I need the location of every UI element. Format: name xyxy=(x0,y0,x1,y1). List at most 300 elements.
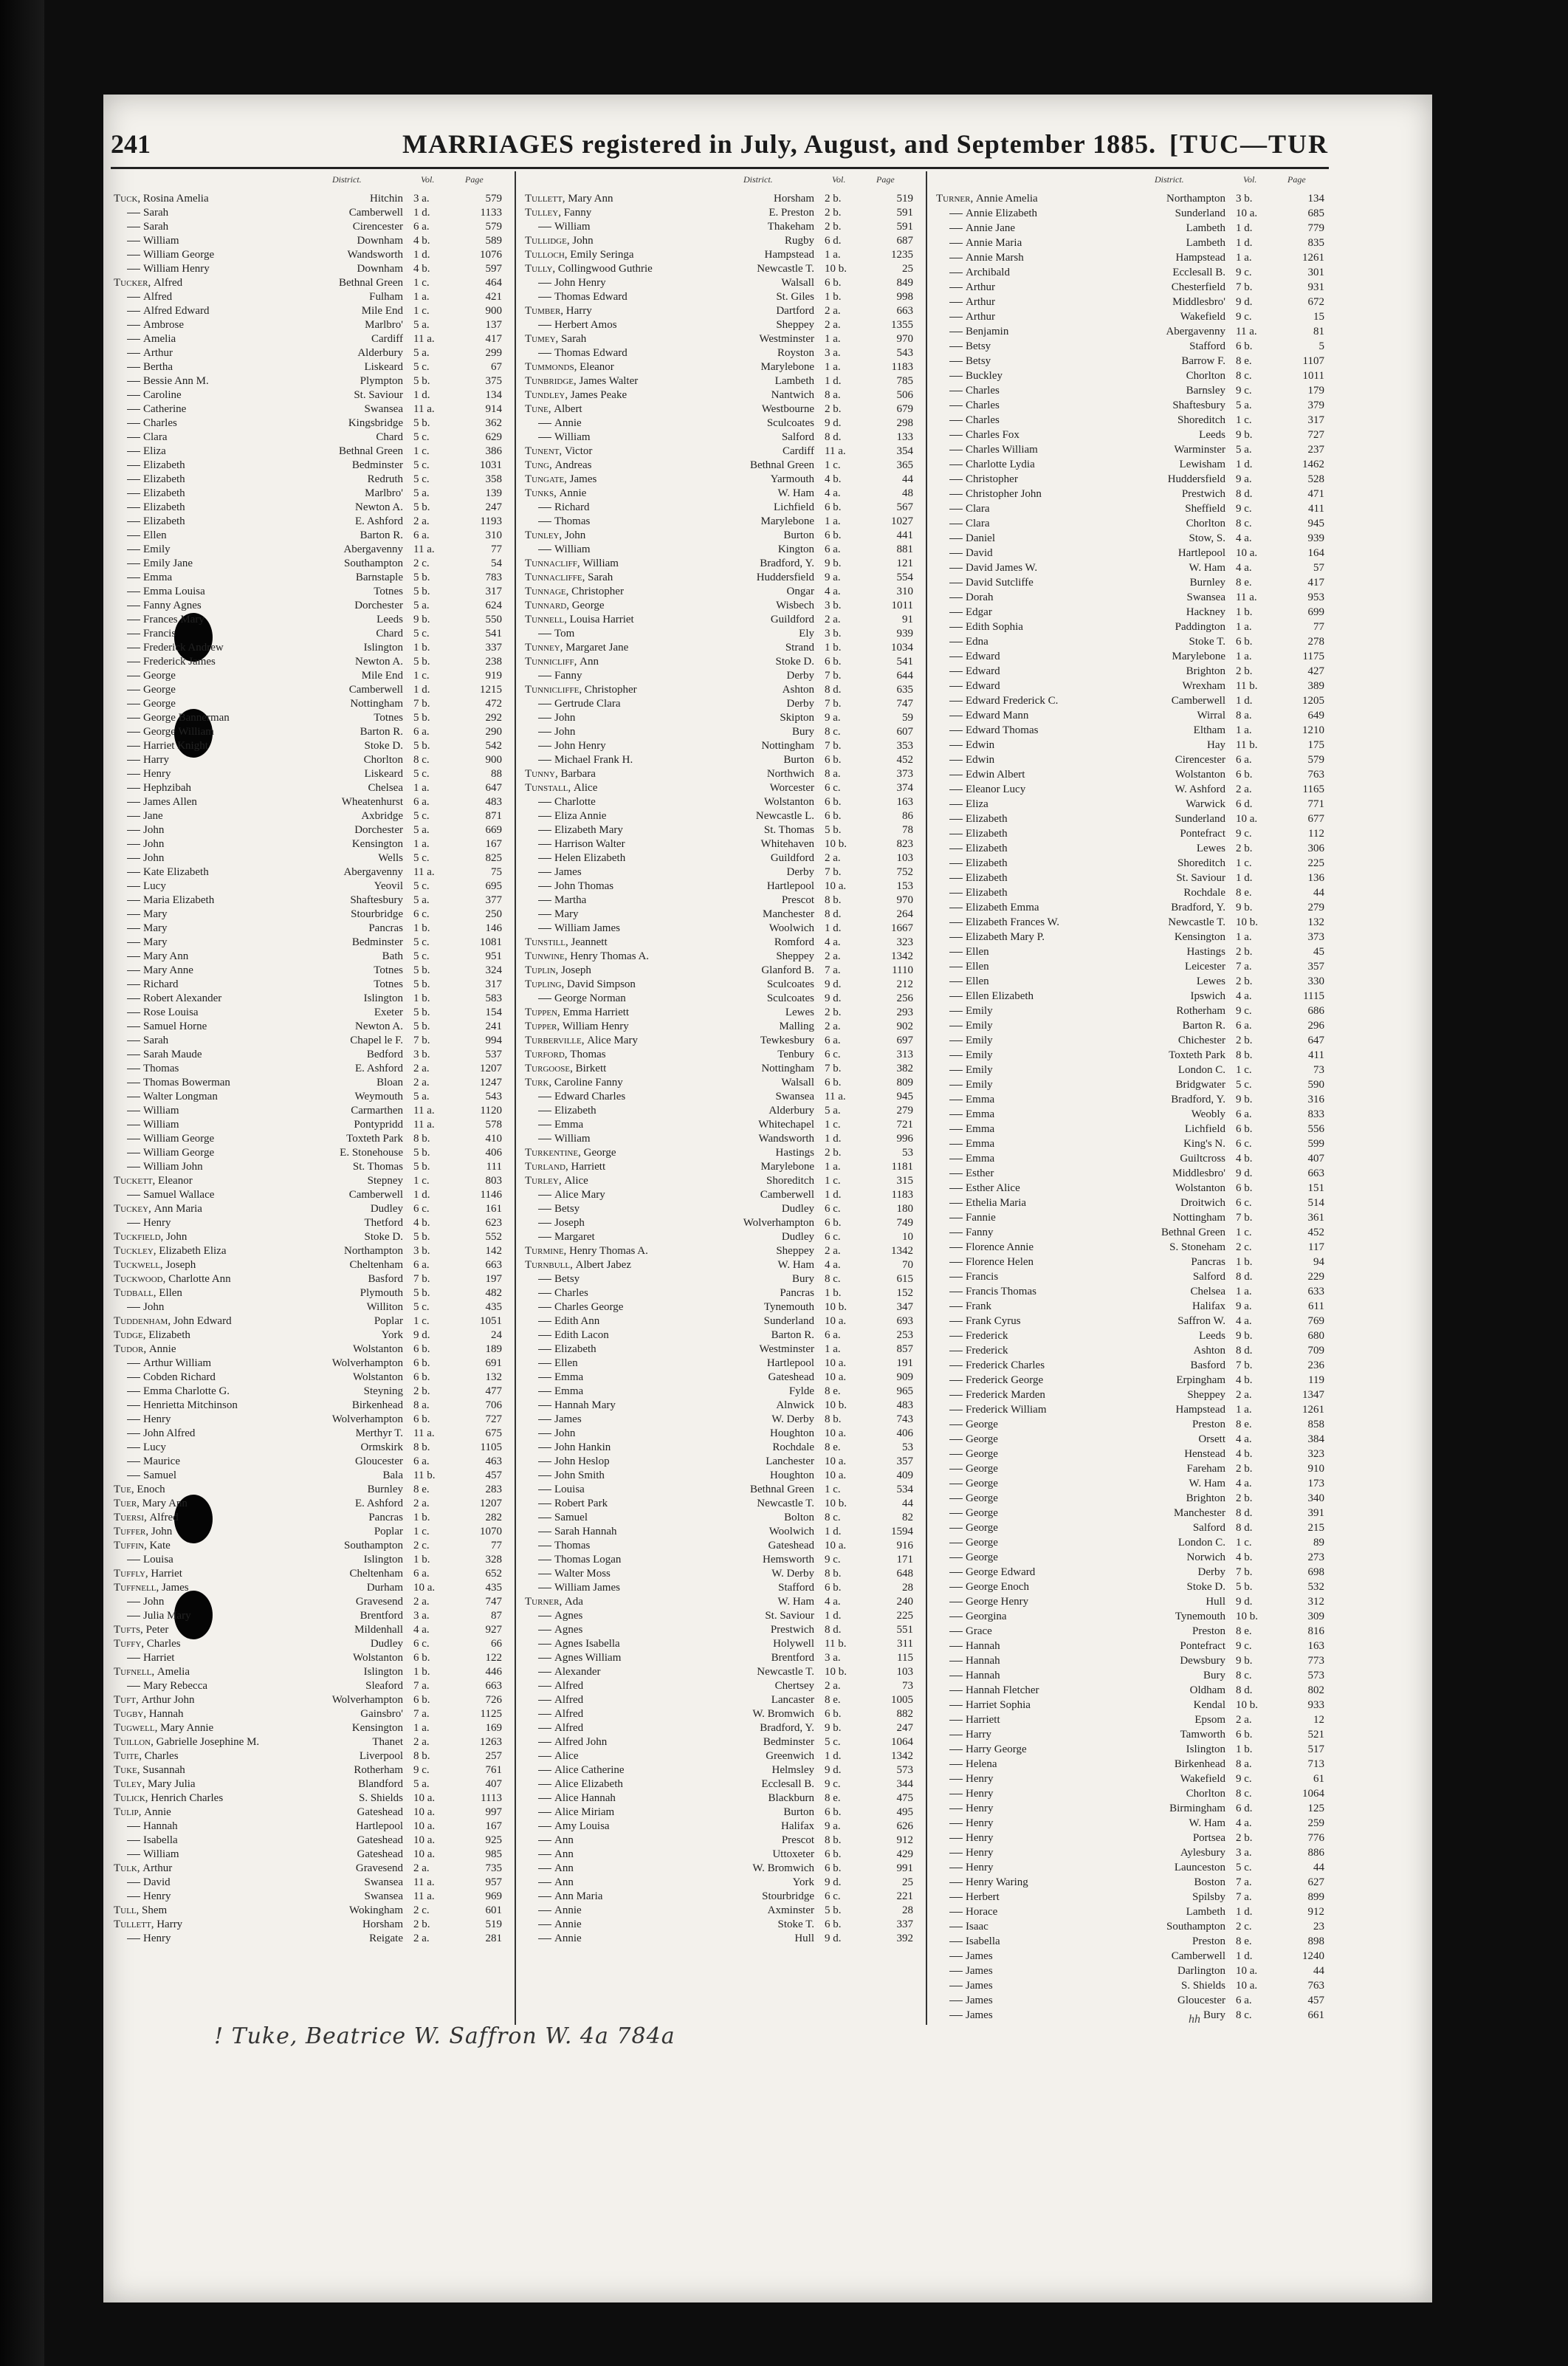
entry-volume: 5 c. xyxy=(413,936,430,948)
register-entry xyxy=(522,1436,918,1453)
entry-surname: Tupling, xyxy=(525,978,567,990)
entry-district: Swansea xyxy=(1186,592,1225,603)
entry-given-name: Samuel Wallace xyxy=(143,1189,215,1201)
register-entry xyxy=(111,1549,506,1566)
entry-given-name: Birkett xyxy=(575,1063,607,1074)
entry-page: 446 xyxy=(485,1666,502,1678)
entry-given-name: Mary Ann xyxy=(142,1498,188,1509)
entry-given-name: Amy Louisa xyxy=(554,1820,610,1832)
entry-page: 189 xyxy=(485,1343,502,1355)
entry-volume: 5 b. xyxy=(413,501,430,513)
register-entry xyxy=(522,1029,918,1046)
entry-page: 578 xyxy=(485,1119,502,1131)
entry-volume: 2 a. xyxy=(1236,1389,1252,1401)
entry-page: 310 xyxy=(896,586,913,597)
entry-given-name: Margaret xyxy=(554,1231,595,1243)
entry-volume: 9 c. xyxy=(825,1778,841,1790)
entry-given-name: Elizabeth xyxy=(143,515,185,527)
entry-volume: 6 c. xyxy=(413,1638,430,1650)
entry-page: 1342 xyxy=(891,1245,913,1257)
ditto-dash xyxy=(538,1461,551,1462)
entry-given-name: Alfred xyxy=(143,291,173,303)
entry-district: Kendal xyxy=(1193,1699,1225,1711)
entry-volume: 2 a. xyxy=(413,1063,430,1074)
entry-page: 373 xyxy=(896,768,913,780)
entry-surname: Turford, xyxy=(525,1049,571,1060)
entry-page: 225 xyxy=(896,1610,913,1622)
entry-surname: Tuffer, xyxy=(114,1526,151,1537)
ditto-dash xyxy=(949,287,963,288)
entry-page: 247 xyxy=(485,501,502,513)
entry-page: 672 xyxy=(1307,296,1324,308)
entry-district: Birkenhead xyxy=(351,1399,403,1411)
entry-volume: 11 a. xyxy=(413,1890,435,1902)
register-entry xyxy=(933,1709,1329,1724)
register-entry xyxy=(522,1577,918,1594)
entry-district: Burton xyxy=(783,529,814,541)
entry-given-name: Hannah xyxy=(966,1640,1000,1652)
register-entry xyxy=(933,320,1329,335)
entry-given-name: Mary Rebecca xyxy=(143,1680,208,1692)
entry-district: Totnes xyxy=(374,712,403,724)
entry-district: Tewkesbury xyxy=(760,1035,814,1046)
register-entry xyxy=(111,552,506,569)
entry-district: Stoke T. xyxy=(777,1918,814,1930)
entry-page: 783 xyxy=(485,572,502,583)
entry-page: 1005 xyxy=(891,1694,913,1706)
entry-volume: 6 b. xyxy=(1236,636,1253,648)
ditto-dash xyxy=(538,297,551,298)
entry-page: 337 xyxy=(485,642,502,654)
entry-volume: 5 b. xyxy=(413,1007,430,1018)
entry-district: Tynemouth xyxy=(763,1301,814,1313)
entry-page: 1240 xyxy=(1302,1950,1324,1962)
register-entry xyxy=(522,1717,918,1734)
entry-district: W. Ham xyxy=(777,487,814,499)
entry-district: Wolstanton xyxy=(353,1343,403,1355)
register-entry xyxy=(933,1428,1329,1443)
entry-district: Stoke D. xyxy=(364,1231,403,1243)
entry-page: 1011 xyxy=(891,600,913,611)
entry-volume: 6 c. xyxy=(825,782,841,794)
entry-page: 991 xyxy=(896,1862,913,1874)
entry-given-name: Ellen xyxy=(159,1287,182,1299)
entry-district: Islington xyxy=(363,1666,403,1678)
entry-given-name: John xyxy=(554,726,576,738)
entry-volume: 9 c. xyxy=(825,1554,841,1566)
entry-page: 477 xyxy=(485,1385,502,1397)
entry-page: 290 xyxy=(485,726,502,738)
entry-volume: 6 b. xyxy=(1236,769,1253,781)
entry-volume: 8 c. xyxy=(825,726,841,738)
column-header xyxy=(111,171,506,188)
register-entry xyxy=(522,987,918,1004)
entry-given-name: Albert Jabez xyxy=(575,1259,631,1271)
entry-district: Bethnal Green xyxy=(1160,1227,1225,1238)
entry-district: Greenwich xyxy=(766,1750,814,1762)
entry-volume: 11 a. xyxy=(825,445,846,457)
entry-given-name: Edwin xyxy=(966,754,995,766)
entry-given-name: Emma xyxy=(554,1385,584,1397)
entry-district: Chesterfield xyxy=(1171,281,1225,293)
entry-district: Marylebone xyxy=(760,515,814,527)
entry-surname: Tuffnell, xyxy=(114,1582,162,1594)
register-entry xyxy=(111,1156,506,1173)
entry-page: 54 xyxy=(491,558,502,569)
ditto-dash xyxy=(538,1882,551,1883)
entry-given-name: William James xyxy=(554,1582,620,1594)
entry-volume: 5 b. xyxy=(413,964,430,976)
entry-given-name: Elizabeth xyxy=(966,843,1008,854)
entry-volume: 2 b. xyxy=(1236,1832,1253,1844)
entry-page: 931 xyxy=(1307,281,1324,293)
register-entry xyxy=(111,1843,506,1860)
entry-given-name: William xyxy=(143,1105,179,1117)
entry-given-name: Henry xyxy=(966,1773,994,1785)
entry-district: Rochdale xyxy=(772,1441,814,1453)
register-entry xyxy=(111,805,506,822)
register-entry xyxy=(111,412,506,429)
entry-page: 344 xyxy=(896,1778,913,1790)
register-entry xyxy=(933,202,1329,217)
entry-given-name: Elizabeth xyxy=(554,1343,596,1355)
register-entry xyxy=(933,1856,1329,1871)
entry-volume: 1 a. xyxy=(413,291,430,303)
entry-given-name: Hannah xyxy=(143,1820,178,1832)
entry-given-name: Harry xyxy=(143,754,169,766)
ditto-dash xyxy=(949,1912,963,1913)
entry-volume: 2 c. xyxy=(413,1540,430,1551)
entry-volume: 2 a. xyxy=(413,1933,430,1944)
entry-given-name: Helena xyxy=(966,1758,997,1770)
register-entry xyxy=(933,1103,1329,1118)
entry-page: 139 xyxy=(485,487,502,499)
ditto-dash xyxy=(127,1391,140,1392)
entry-volume: 6 b. xyxy=(825,1582,842,1594)
entry-given-name: Elizabeth Mary P. xyxy=(966,931,1045,943)
entry-district: Gravesend xyxy=(355,1862,403,1874)
register-entry xyxy=(522,1100,918,1117)
entry-given-name: Charles xyxy=(554,1287,588,1299)
ditto-dash xyxy=(949,1055,963,1056)
ditto-dash xyxy=(949,627,963,628)
entry-page: 313 xyxy=(896,1049,913,1060)
register-entry xyxy=(111,1240,506,1257)
entry-given-name: Rosina Amelia xyxy=(142,193,209,205)
entry-district: Stoke D. xyxy=(1186,1581,1225,1593)
register-entry xyxy=(111,370,506,387)
entry-volume: 1 a. xyxy=(413,838,430,850)
entry-district: Pontypridd xyxy=(354,1119,403,1131)
ditto-dash xyxy=(538,816,551,817)
entry-volume: 5 b. xyxy=(413,572,430,583)
entry-page: 61 xyxy=(1313,1773,1324,1785)
entry-district: Newcastle T. xyxy=(757,263,814,275)
entry-volume: 2 a. xyxy=(825,1021,841,1032)
entry-given-name: Annie xyxy=(559,487,587,499)
entry-given-name: Elizabeth Eliza xyxy=(159,1245,227,1257)
entry-page: 542 xyxy=(485,740,502,752)
entry-district: Guildford xyxy=(770,614,814,625)
entry-given-name: Henry xyxy=(966,1788,994,1800)
ditto-dash xyxy=(127,269,140,270)
entry-district: Aylesbury xyxy=(1180,1847,1225,1859)
entry-page: 57 xyxy=(1313,562,1324,574)
entry-page: 310 xyxy=(485,529,502,541)
ditto-dash xyxy=(949,420,963,421)
register-entry xyxy=(111,1759,506,1776)
entry-volume: 2 b. xyxy=(1236,946,1253,958)
ditto-dash xyxy=(538,844,551,845)
entry-given-name: Hannah xyxy=(966,1670,1000,1681)
ditto-dash xyxy=(127,577,140,578)
entry-district: Wakefield xyxy=(1180,1773,1225,1785)
entry-volume: 2 b. xyxy=(825,207,842,219)
entry-given-name: James xyxy=(966,1995,993,2006)
entry-volume: 1 a. xyxy=(1236,621,1252,633)
entry-given-name: Fanny xyxy=(966,1227,994,1238)
entry-page: 803 xyxy=(485,1175,502,1187)
entry-page: 163 xyxy=(1307,1640,1324,1652)
entry-district: Chertsey xyxy=(774,1680,814,1692)
entry-given-name: Edward xyxy=(966,651,1000,662)
entry-page: 727 xyxy=(1307,429,1324,441)
entry-district: Rotherham xyxy=(1176,1005,1225,1017)
entry-given-name: Edith Lacon xyxy=(554,1329,609,1341)
register-entry xyxy=(111,833,506,850)
register-entry xyxy=(522,1114,918,1131)
ditto-dash xyxy=(127,1475,140,1476)
register-entry xyxy=(111,693,506,710)
ditto-dash xyxy=(949,553,963,554)
ditto-dash xyxy=(949,789,963,790)
entry-page: 164 xyxy=(1307,547,1324,559)
entry-volume: 6 a. xyxy=(1236,754,1252,766)
entry-volume: 9 c. xyxy=(1236,267,1252,278)
register-entry xyxy=(933,1871,1329,1886)
register-entry xyxy=(933,690,1329,707)
entry-volume: 2 a. xyxy=(1236,783,1252,795)
entry-page: 779 xyxy=(1307,222,1324,234)
entry-volume: 9 b. xyxy=(1236,902,1253,913)
entry-volume: 3 a. xyxy=(825,1652,841,1664)
entry-surname: Turley, xyxy=(525,1175,565,1187)
entry-district: Gateshead xyxy=(357,1806,403,1818)
register-entry xyxy=(933,232,1329,247)
entry-page: 70 xyxy=(902,1259,913,1271)
ditto-dash xyxy=(538,1826,551,1827)
entry-page: 353 xyxy=(896,740,913,752)
register-entry xyxy=(111,875,506,892)
entry-page: 441 xyxy=(896,529,913,541)
entry-surname: Tully, xyxy=(525,263,558,275)
entry-given-name: Horace xyxy=(966,1906,998,1918)
entry-district: Southampton xyxy=(343,1540,403,1551)
entry-district: Lewes xyxy=(785,1007,814,1018)
register-entry xyxy=(933,675,1329,690)
entry-given-name: Amelia xyxy=(157,1666,190,1678)
entry-volume: 5 c. xyxy=(413,361,430,373)
register-entry xyxy=(111,763,506,780)
entry-page: 997 xyxy=(485,1806,502,1818)
entry-volume: 5 b. xyxy=(413,656,430,668)
entry-given-name: Elizabeth xyxy=(966,872,1008,884)
ditto-dash xyxy=(949,243,963,244)
ditto-dash xyxy=(949,479,963,480)
entry-district: Whitechapel xyxy=(758,1119,814,1131)
entry-district: Prescot xyxy=(781,1834,814,1846)
entry-district: S. Shields xyxy=(358,1792,403,1804)
ditto-dash xyxy=(538,353,551,354)
ditto-dash xyxy=(949,597,963,598)
entry-volume: 9 a. xyxy=(1236,473,1252,485)
entry-volume: 10 b. xyxy=(825,1498,847,1509)
entry-given-name: Ann xyxy=(554,1876,574,1888)
register-entry xyxy=(111,216,506,233)
register-entry xyxy=(522,861,918,878)
entry-volume: 4 a. xyxy=(1236,1817,1252,1829)
entry-given-name: George xyxy=(966,1419,998,1430)
entry-volume: 2 b. xyxy=(825,193,842,205)
register-entry xyxy=(111,889,506,906)
ditto-dash xyxy=(949,671,963,672)
entry-volume: 5 a. xyxy=(413,487,430,499)
entry-district: Swansea xyxy=(364,403,403,415)
entry-given-name: Tom xyxy=(554,628,575,639)
register-entry xyxy=(111,847,506,864)
entry-volume: 1 d. xyxy=(1236,222,1253,234)
entry-district: Hampstead xyxy=(1175,1404,1225,1416)
entry-given-name: Jane xyxy=(143,810,163,822)
ditto-dash xyxy=(949,1823,963,1824)
ditto-dash xyxy=(538,760,551,761)
entry-page: 623 xyxy=(485,1217,502,1229)
register-entry xyxy=(933,1207,1329,1224)
entry-district: Brentford xyxy=(771,1652,814,1664)
entry-district: Halifax xyxy=(1192,1300,1225,1312)
entry-district: Bradford, Y. xyxy=(1171,902,1225,913)
ditto-dash xyxy=(538,325,551,326)
entry-page: 835 xyxy=(1307,237,1324,249)
entry-district: Burton xyxy=(783,754,814,766)
entry-given-name: Charles xyxy=(966,400,1000,411)
ditto-dash xyxy=(949,1040,963,1041)
entry-page: 5 xyxy=(1318,340,1324,352)
entry-given-name: Arthur xyxy=(142,1862,173,1874)
entry-district: Gloucester xyxy=(1177,1995,1225,2006)
ditto-dash xyxy=(538,1405,551,1406)
entry-district: Gateshead xyxy=(768,1540,814,1551)
ditto-dash xyxy=(127,423,140,424)
entry-page: 550 xyxy=(485,614,502,625)
register-entry xyxy=(522,763,918,780)
entry-volume: 6 c. xyxy=(413,908,430,920)
entry-page: 994 xyxy=(485,1035,502,1046)
ditto-dash xyxy=(127,1363,140,1364)
entry-volume: 10 a. xyxy=(413,1848,436,1860)
entry-district: Manchester xyxy=(763,908,814,920)
entry-page: 951 xyxy=(485,950,502,962)
entry-page: 679 xyxy=(896,403,913,415)
entry-volume: 4 b. xyxy=(413,235,430,247)
entry-given-name: Robert Alexander xyxy=(143,992,222,1004)
entry-given-name: Isabella xyxy=(966,1935,1000,1947)
ditto-dash xyxy=(127,830,140,831)
entry-district: Marylebone xyxy=(760,1161,814,1173)
entry-given-name: Joseph xyxy=(554,1217,585,1229)
entry-volume: 9 b. xyxy=(825,1722,842,1734)
entry-page: 927 xyxy=(485,1624,502,1636)
entry-volume: 1 a. xyxy=(1236,651,1252,662)
entry-given-name: Elizabeth xyxy=(143,473,185,485)
entry-district: London C. xyxy=(1177,1064,1225,1076)
entry-page: 259 xyxy=(1307,1817,1324,1829)
entry-district: W. Ham xyxy=(777,1259,814,1271)
entry-district: Cirencester xyxy=(1175,754,1225,766)
entry-given-name: Florence Annie xyxy=(966,1241,1034,1253)
entry-page: 1261 xyxy=(1302,1404,1324,1416)
entry-district: Pancras xyxy=(368,1512,403,1523)
entry-district: Ormskirk xyxy=(360,1441,403,1453)
entry-volume: 4 b. xyxy=(413,263,430,275)
entry-volume: 7 b. xyxy=(1236,281,1253,293)
register-entry xyxy=(522,1633,918,1650)
entry-district: Camberwell xyxy=(1171,695,1225,707)
register-entry xyxy=(111,524,506,541)
entry-page: 25 xyxy=(902,263,913,275)
entry-given-name: Harry xyxy=(966,1729,991,1741)
entry-district: Chorlton xyxy=(1186,1788,1225,1800)
entry-district: Gateshead xyxy=(768,1371,814,1383)
register-entry xyxy=(522,637,918,654)
entry-district: Bedminster xyxy=(351,459,403,471)
entry-page: 1070 xyxy=(480,1526,502,1537)
entry-district: Axbridge xyxy=(361,810,403,822)
entry-volume: 2 a. xyxy=(825,852,841,864)
entry-page: 1107 xyxy=(1302,355,1324,367)
register-entry xyxy=(111,1857,506,1874)
entry-district: Guildford xyxy=(770,852,814,864)
ditto-dash xyxy=(538,1335,551,1336)
entry-district: Cardiff xyxy=(371,333,403,345)
register-entry xyxy=(111,903,506,920)
ditto-dash xyxy=(127,1405,140,1406)
entry-given-name: Eliza Annie xyxy=(554,810,607,822)
register-entry xyxy=(933,1310,1329,1325)
entry-given-name: Mary Ann xyxy=(143,950,189,962)
entry-page: 543 xyxy=(485,1091,502,1103)
register-entry xyxy=(522,1366,918,1383)
register-entry xyxy=(933,1620,1329,1635)
entry-page: 229 xyxy=(1307,1271,1324,1283)
register-entry xyxy=(522,721,918,738)
entry-surname: Tunnicliff, xyxy=(525,656,580,668)
entry-page: 747 xyxy=(896,698,913,710)
register-entry xyxy=(111,1100,506,1117)
entry-page: 463 xyxy=(485,1455,502,1467)
entry-surname: Tung, xyxy=(525,459,555,471)
entry-page: 292 xyxy=(485,712,502,724)
register-entry xyxy=(933,1724,1329,1741)
entry-given-name: Agnes xyxy=(554,1624,583,1636)
entry-volume: 1 d. xyxy=(825,1610,842,1622)
entry-page: 677 xyxy=(1307,813,1324,825)
entry-district: Erpingham xyxy=(1176,1374,1225,1386)
entry-volume: 9 b. xyxy=(1236,1094,1253,1105)
entry-page: 88 xyxy=(491,768,502,780)
entry-volume: 6 b. xyxy=(825,1806,842,1818)
register-entry xyxy=(111,1689,506,1706)
